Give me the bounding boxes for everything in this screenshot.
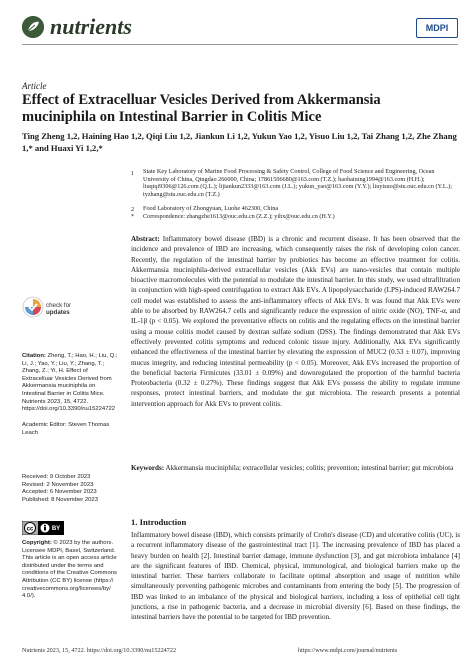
correspondence-marker: *: [131, 213, 135, 220]
revised-date: Revised: 2 November 2023: [22, 481, 94, 488]
footer-citation: Nutrients 2023, 15, 4722. https://doi.org/10.3390/nu15224722: [22, 647, 177, 654]
publisher-logo: MDPI: [416, 18, 458, 38]
journal-name: nutrients: [50, 14, 132, 39]
academic-editor-label: Academic Editor:: [22, 422, 67, 428]
journal-leaf-icon: [22, 16, 44, 38]
check-for-updates-link[interactable]: [46, 302, 71, 316]
check-line-1: check for: [46, 302, 72, 309]
academic-editor-name: Steven Thomas Leach: [22, 422, 110, 436]
header-divider: [22, 44, 458, 45]
published-date: Published: 8 November 2023: [22, 496, 98, 503]
svg-text:cc: cc: [26, 526, 34, 533]
author-list: Ting Zheng 1,2, Haining Hao 1,2, Qiqi Liu 1,2, Jiankun Li 1,2, Yukun Yao 1,2, Yisuo Liu 1,2, Tai Zhang 1,2, Zhe Zhang 1,* and Huaxi Yi 1,2,*: [22, 131, 457, 153]
received-date: Received: 9 October 2023: [22, 474, 91, 480]
section-heading-introduction: 1. Introduction: [131, 517, 187, 527]
publication-dates: [22, 474, 120, 504]
citation-label: Citation:: [22, 353, 46, 359]
copyright-block: [22, 540, 120, 601]
article-type: Article: [22, 81, 47, 91]
affiliation-marker-1: 1: [131, 170, 135, 177]
affiliation-marker-2: 2: [131, 206, 135, 213]
cc-by-license-icon[interactable]: [22, 521, 64, 535]
abstract: [131, 234, 460, 409]
abstract-text: Inflammatory bowel disease (IBD) is a chronic and recurrent disease. It has been observed that the incidence and prevalence of IBD are increasing, which consequently raises the risk of developing colon cancer. Recently, the regulation of the intestinal barrier by probiotics has become an effective treatment for colitis. Akkermansia muciniphila-derived extracellular vesicles (Akk EVs) are nano-vesicles that contain multiple bioactive macromolecules with the potential to modulate the intestinal barrier. In this study, we used ultrafiltration in conjunction with high-speed centrifugation to extract Akk EVs. A lipopolysaccharide (LPS)-induced RAW264.7 cell model was established to assess the anti-inflammatory effects of Akk EVs. It was found that Akk EVs were able to be absorbed by RAW264.7 cells and significantly reduce the expression of nitric oxide (NO), TNF-α, and IL-1β (p < 0.05). We explored the preventative effects on colitis and the regulating effects on the intestinal barrier using a mouse colitis model caused by dextran sulfate sodium (DSS). The findings demonstrated that Akk EVs effectively prevented colitis symptoms and reduced colonic tissue injury. Additionally, Akk EVs significantly enhanced the effectiveness of the intestinal barrier by elevating the expression of MUC2 (0.53 ± 0.07), improving mucus integrity, and reducing intestinal permeability (p < 0.05). Moreover, Akk EVs increased the proportion of the beneficial bacteria Firmicutes (33.01 ± 0.09%) and downregulated the proportion of the harmful bacteria Proteobacteria (0.32 ± 0.27%). These findings suggest that Akk EVs possess the ability to regulate immune responses, protect intestinal barriers, and modulate the gut microbiota. The research presents a potential intervention approach for Akk EVs to prevent colitis.: [131, 235, 460, 408]
svg-text:BY: BY: [51, 526, 61, 533]
check-line-2: updates: [46, 309, 70, 317]
copyright-label: Copyright:: [22, 540, 52, 546]
keywords: [131, 463, 460, 473]
abstract-label: Abstract:: [131, 235, 160, 243]
correspondence: Correspondence: zhangzhe1613@ouc.edu.cn (Z.Z.); yihx@ouc.edu.cn (H.Y.): [143, 213, 335, 220]
affiliation-1: State Key Laboratory of Marine Food Processing & Safety Control, College of Food Science and Engineering, Ocean University of China, Qingdao 266000, China; 17861506680@163.com (T.Z.); haohaining1994@163.com (H.H.); liuqiqi9306@126.com (Q.L.); lijiankun2333@163.com (J.L.); yukun_yao@163.com (Y.Y.); liuyisuo@stu.ouc.edu.cn (Y.L.); tyzhang@stu.ouc.edu.cn (T.Z.): [143, 168, 452, 198]
article-title: Effect of Extracelluar Vesicles Derived from Akkermansia muciniphila on Intestinal Barrier in Colitis Mice: [22, 92, 381, 125]
academic-editor-block: [22, 422, 120, 437]
affiliation-2: Food Laboratory of Zhongyuan, Luohe 462300, China: [143, 205, 279, 212]
keywords-label: Keywords:: [131, 464, 165, 472]
check-for-updates-icon[interactable]: [22, 296, 48, 322]
footer-journal-link[interactable]: https://www.mdpi.com/journal/nutrients: [298, 647, 398, 654]
introduction-text: Inflammatory bowel disease (IBD), which consists primarily of Crohn's disease (CD) and ulcerative colitis (UC), is a recurrent inflammatory disease of the gastrointestinal tract [1]. The increasing prevalence of IBD has placed a heavy burden on health [2]. Intestinal barrier damage, immune dysfunction [3], and gut microbiota imbalance [4] are the significant features of IBD. Chemical, physical, immunological, and biological barriers make up the intestinal barrier. These barriers collaborate to facilitate optimal absorption and usage of nutrition while simultaneously preventing pathogenic microbes and contaminants from entering the body [5]. The progression of IBD was linked to an imbalance of the physical and biological barriers, including a loss of epithelial cell tight junctions, a rise in pathogenic bacteria, and a decrease in microbial diversity [6]. Based on these findings, the intestinal barriers have the potential to be targeted for IBD prevention.: [131, 531, 460, 622]
keywords-text: Akkermansia muciniphila; extracellular vesicles; colitis; prevention; intestinal barrier; gut microbiota: [165, 464, 454, 472]
citation-block: [22, 353, 120, 414]
citation-text: Zheng, T.; Hao, H.; Liu, Q.; Li, J.; Yao, Y.; Liu, Y.; Zhang, T.; Zhang, Z.; Yi, H. Effect of Extracelluar Vesicles Derived from Akkermansia muciniphila on Intestinal Barrier in Colitis Mice. Nutrients 2023, 15, 4722. https://doi.org/10.3390/nu15224722: [22, 353, 118, 413]
accepted-date: Accepted: 6 November 2023: [22, 489, 97, 496]
copyright-text: © 2023 by the authors. Licensee MDPI, Basel, Switzerland. This article is an open access article distributed under the terms and conditions of the Creative Commons Attribution (CC BY) license (https:// creativecommons.org/licenses/by/ 4.0/).: [22, 540, 117, 600]
